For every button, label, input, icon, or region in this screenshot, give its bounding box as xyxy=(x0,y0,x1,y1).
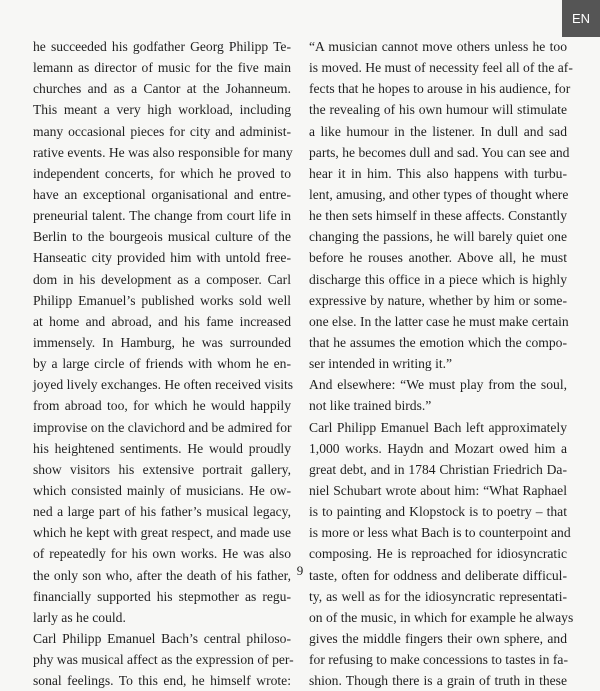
text-line: dom in his development as a composer. Carl xyxy=(33,271,291,287)
text-line: show visitors his extensive portrait gallery, xyxy=(33,461,291,477)
text-line: And elsewhere: “We must play from the soul, xyxy=(309,377,567,393)
left-text-column xyxy=(33,36,294,691)
text-line: the only son who, after the death of his father, xyxy=(33,567,291,583)
text-line: by a large circle of friends with whom he en- xyxy=(33,356,291,372)
text-line: he succeeded his godfather Georg Philipp Te- xyxy=(33,39,291,54)
text-line: immensely. In Hamburg, he was surrounded xyxy=(33,334,291,350)
text-line: financially supported his stepmother as regu- xyxy=(33,588,291,604)
text-line: Carl Philipp Emanuel Bach left approximately xyxy=(309,419,567,435)
text-line: changing the passions, he will barely quiet one xyxy=(309,229,567,245)
text-line: he then sets himself in these affects. Constantly xyxy=(309,208,567,224)
text-line: preneurial talent. The change from court life in xyxy=(33,208,291,224)
text-line: not like trained birds.” xyxy=(309,398,432,414)
text-line: “A musician cannot move others unless he too xyxy=(309,39,567,54)
text-line: independent concerts, for which he proved to xyxy=(33,165,291,181)
text-line: phy was musical affect as the expression of per- xyxy=(33,652,294,668)
text-line: many occasional pieces for city and administ- xyxy=(33,123,291,139)
text-line: great debt, and in 1784 Christian Friedrich Da- xyxy=(309,461,567,477)
text-line: ser intended in writing it.” xyxy=(309,356,453,372)
text-line: is to painting and Klopstock is to poetry – that xyxy=(309,504,567,520)
language-label: EN xyxy=(571,11,591,26)
text-line: one else. In the latter case he must make certain xyxy=(309,313,569,329)
text-line: larly as he could. xyxy=(33,609,126,625)
text-line: taste, often for oddness and deliberate difficul- xyxy=(309,567,567,583)
text-line: the revealing of his own humour will stimulate xyxy=(309,102,567,118)
text-line: Hanseatic city provided him with untold free- xyxy=(33,250,291,266)
right-text-column xyxy=(309,36,574,691)
text-line: lent, amusing, and other types of thought where xyxy=(309,186,569,202)
text-line: Carl Philipp Emanuel Bach’s central philoso- xyxy=(33,630,291,646)
text-line: improvise on the clavichord and be admired for xyxy=(33,419,292,435)
text-line: gives the middle fingers their own sphere, and xyxy=(309,630,567,646)
text-line: discharge this office in a piece which is highly xyxy=(309,271,567,287)
text-line: joyed lively exchanges. He often received visits xyxy=(33,377,294,393)
text-line: is more or less what Bach is to counterpoint and xyxy=(309,525,571,541)
text-line: from abroad too, for which he would happily xyxy=(33,398,291,414)
text-line: hear it in him. This also happens with turbu- xyxy=(309,165,567,181)
text-line: is moved. He must of necessity feel all of the af- xyxy=(309,60,573,76)
text-line: on of the music, in which for example he always xyxy=(309,609,574,625)
text-line: which he kept with great respect, and made use xyxy=(33,525,291,541)
text-line: 1,000 works. Haydn and Mozart owed him a xyxy=(309,440,567,456)
language-tab xyxy=(562,0,600,37)
text-line: ned a large part of his father’s musical legacy, xyxy=(33,504,291,520)
page-number: 9 xyxy=(296,563,304,578)
text-line: This meant a very high workload, including xyxy=(33,102,291,118)
text-line: a like humour in the listener. In dull and sad xyxy=(309,123,567,139)
text-line: shion. Though there is a grain of truth in these xyxy=(309,673,567,689)
text-line: composing. He is reproached for idiosyncratic xyxy=(309,546,567,562)
text-line: churches and as a Cantor at the Johanneum. xyxy=(33,81,291,97)
text-line: parts, he becomes dull and sad. You can see and xyxy=(309,144,570,160)
text-line: Philipp Emanuel’s published works sold well xyxy=(33,292,291,308)
text-line: which consisted mainly of musicians. He ow- xyxy=(33,482,291,498)
text-line: have an exceptional organisational and entre- xyxy=(33,186,291,202)
text-line: his heightened sentiments. He would proudly xyxy=(33,440,291,456)
text-line: at home and abroad, and his fame increased xyxy=(33,313,291,329)
text-line: sonal feelings. To this end, he himself wrote: xyxy=(33,673,291,689)
text-line: expressive by nature, whether by him or some- xyxy=(309,292,567,308)
text-line: of repeatedly for his own works. He was also xyxy=(33,546,291,562)
text-line: that he assumes the emotion which the compo- xyxy=(309,334,567,350)
text-line: lemann as director of music for the five main xyxy=(33,60,291,76)
text-line: ty, as well as for the idiosyncratic representati- xyxy=(309,588,567,604)
text-line: niel Schubart wrote about him: “What Raphael xyxy=(309,482,567,498)
text-line: rative events. He was also responsible for many xyxy=(33,144,293,160)
text-line: Berlin to the bourgeois musical culture of the xyxy=(33,229,291,245)
text-line: before he rouses another. Above all, he must xyxy=(309,250,567,266)
text-line: for refusing to make concessions to tastes in fa- xyxy=(309,652,568,668)
text-line: fects that he hopes to arouse in his audience, for xyxy=(309,81,571,97)
